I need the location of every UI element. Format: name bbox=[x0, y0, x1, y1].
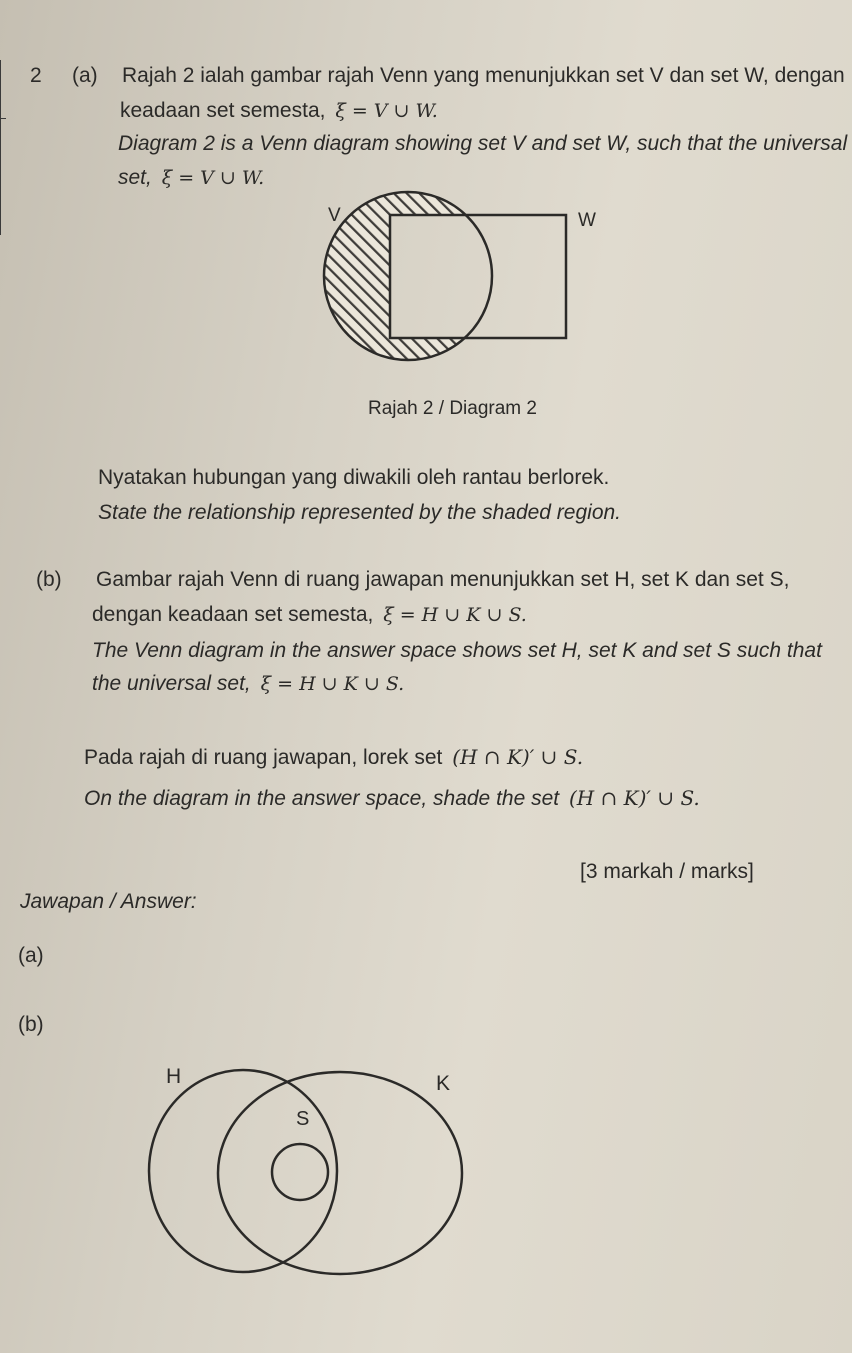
part-a-english-line2-math: ξ = V ∪ W. bbox=[161, 167, 265, 189]
diagram-caption-text: Rajah 2 / Diagram 2 bbox=[368, 398, 537, 419]
question-a-english: State the relationship represented by the shaded region. bbox=[98, 501, 622, 524]
question-number: 2 bbox=[30, 64, 42, 87]
instruction-b-malay-text: Pada rajah di ruang jawapan, lorek set bbox=[84, 746, 443, 769]
set-h-ellipse bbox=[149, 1070, 337, 1272]
venn-diagram-hks bbox=[140, 1060, 470, 1285]
part-b-malay-line2-text: dengan keadaan set semesta, bbox=[92, 603, 374, 626]
part-b-malay-line2 bbox=[92, 603, 527, 627]
part-b-malay-line1: Gambar rajah Venn di ruang jawapan menunjukkan set H, set K dan set S, bbox=[96, 568, 790, 591]
answer-part-b-label: (b) bbox=[18, 1013, 44, 1036]
question-a-malay: Nyatakan hubungan yang diwakili oleh rantau berlorek. bbox=[98, 466, 610, 489]
set-s-circle bbox=[272, 1144, 328, 1200]
part-b-malay-line2-math: ξ = H ∪ K ∪ S. bbox=[383, 604, 527, 626]
part-b-english-line2-text: the universal set, bbox=[92, 672, 251, 695]
part-a-english-line2 bbox=[118, 166, 264, 190]
answer-part-a-label: (a) bbox=[18, 944, 44, 967]
instruction-b-english-text: On the diagram in the answer space, shade the set bbox=[84, 787, 560, 810]
instruction-b-english bbox=[84, 786, 700, 811]
answer-heading: Jawapan / Answer: bbox=[20, 890, 197, 913]
answer-label-h: H bbox=[166, 1065, 182, 1088]
margin-tick bbox=[0, 118, 6, 119]
venn-diagram-vw bbox=[300, 190, 580, 370]
marks-label: [3 markah / marks] bbox=[580, 860, 754, 883]
part-a-label: (a) bbox=[72, 64, 98, 87]
part-b-english-line1: The Venn diagram in the answer space shows set H, set K and set S such that bbox=[92, 639, 822, 662]
part-a-malay-line1: Rajah 2 ialah gambar rajah Venn yang menunjukkan set V dan set W, dengan bbox=[122, 64, 845, 87]
margin-line bbox=[0, 60, 1, 235]
part-b-english-line2 bbox=[92, 672, 404, 696]
part-a-english-line2-text: set, bbox=[118, 166, 152, 189]
diagram-label-w: W bbox=[578, 210, 596, 231]
part-a-malay-line2 bbox=[120, 99, 438, 123]
part-a-english-line1: Diagram 2 is a Venn diagram showing set V and set W, such that the universal bbox=[118, 132, 848, 155]
part-a-malay-line2-text: keadaan set semesta, bbox=[120, 99, 326, 122]
instruction-b-malay-math: (H ∩ K)′ ∪ S. bbox=[452, 745, 584, 769]
instruction-b-english-math: (H ∩ K)′ ∪ S. bbox=[568, 786, 700, 810]
part-b-english-line2-math: ξ = H ∪ K ∪ S. bbox=[260, 673, 405, 695]
diagram-label-v: V bbox=[328, 205, 341, 226]
part-a-malay-line2-math: ξ = V ∪ W. bbox=[335, 100, 438, 122]
answer-label-s: S bbox=[296, 1108, 310, 1130]
set-k-ellipse bbox=[218, 1072, 462, 1274]
part-b-label: (b) bbox=[36, 568, 62, 591]
diagram-caption bbox=[368, 398, 537, 420]
set-w-rectangle bbox=[390, 215, 566, 338]
answer-label-k: K bbox=[436, 1072, 451, 1095]
instruction-b-malay bbox=[84, 745, 583, 770]
